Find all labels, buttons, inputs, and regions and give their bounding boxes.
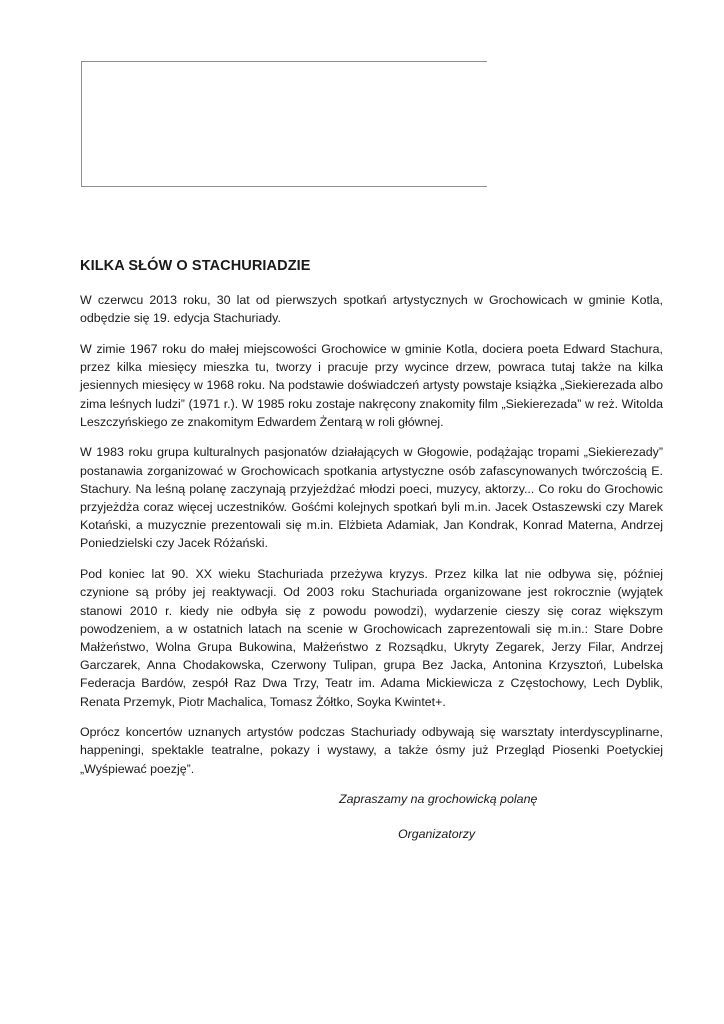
document-body <box>80 258 663 843</box>
paragraph-history-1983: W 1983 roku grupa kulturalnych pasjonatów działających w Głogowie, podążając tropami „Siekierezady” postanawia zorganizować w Grochowicach spotkania artystyczne osób zafascynowanych twórczością E. Stachury. Na leśną polanę zaczynają przyjeżdżać młodzi poeci, muzycy, aktorzy... Co roku do Grochowic przyjeżdża coraz więcej uczestników. Gośćmi kolejnych spotkań byli m.in. Jacek Ostaszewski czy Marek Kotański, a muzycznie prezentowali się m.in. Elżbieta Adamiak, Jan Kondrak, Konrad Materna, Andrzej Poniedzielski czy Jacek Różański. <box>80 445 663 551</box>
document-title: KILKA SŁÓW O STACHURIADZIE <box>80 258 311 274</box>
paragraph-revival: Pod koniec lat 90. XX wieku Stachuriada przeżywa kryzys. Przez kilka lat nie odbywa się, później czynione są próby jej reaktywacji. Od 2003 roku Stachuriada organizowane jest rokrocznie (wyjątek stanowi 2010 r. kiedy nie odbyła się z powodu powodzi), wydarzenie cieszy się coraz większym powodzeniem, a w ostatnich latach na scenie w Grochowicach zaprezentowali się m.in.: Stare Dobre Małżeństwo, Wolna Grupa Bukowina, Małżeństwo z Rozsądku, Ukryty Zegarek, Jerzy Filar, Andrzej Garczarek, Anna Chodakowska, Czerwony Tulipan, grupa Bez Jacka, Antonina Krzysztoń, Lubelska Federacja Bardów, zespół Raz Dwa Trzy, Teatr im. Adama Mickiewicza z Częstochowy, Lech Dyblik, Renata Przemyk, Piotr Machalica, Tomasz Żółtko, Soyka Kwintet+. <box>80 567 663 709</box>
signature: Organizatorzy <box>398 827 476 842</box>
header-image-frame <box>81 61 487 187</box>
paragraph-program: Oprócz koncertów uznanych artystów podczas Stachuriady odbywają się warsztaty interdyscyplinarne, happeningi, spektakle teatralne, pokazy i wystawy, a także ósmy już Przegląd Piosenki Poetyckiej „Wyśpiewać poezję”. <box>80 725 663 776</box>
invitation-line: Zapraszamy na grochowicką polanę <box>339 792 538 807</box>
paragraph-intro: W czerwcu 2013 roku, 30 lat od pierwszych spotkań artystycznych w Grochowicach w gminie Kotla, odbędzie się 19. edycja Stachuriady. <box>80 293 663 326</box>
paragraph-history-1967: W zimie 1967 roku do małej miejscowości Grochowice w gminie Kotla, dociera poeta Edward Stachura, przez kilka miesięcy mieszka tu, tworzy i pracuje przy wycince drzew, powraca tutaj także na kilka jesiennych miesięcy w 1968 roku. Na podstawie doświadczeń artysty powstaje książka „Siekierezada albo zima leśnych ludzi” (1971 r.). W 1985 roku zostaje nakręcony znakomity film „Siekierezada” w reż. Witolda Leszczyńskiego ze znakomitym Edwardem Żentarą w roli głównej. <box>80 341 663 429</box>
